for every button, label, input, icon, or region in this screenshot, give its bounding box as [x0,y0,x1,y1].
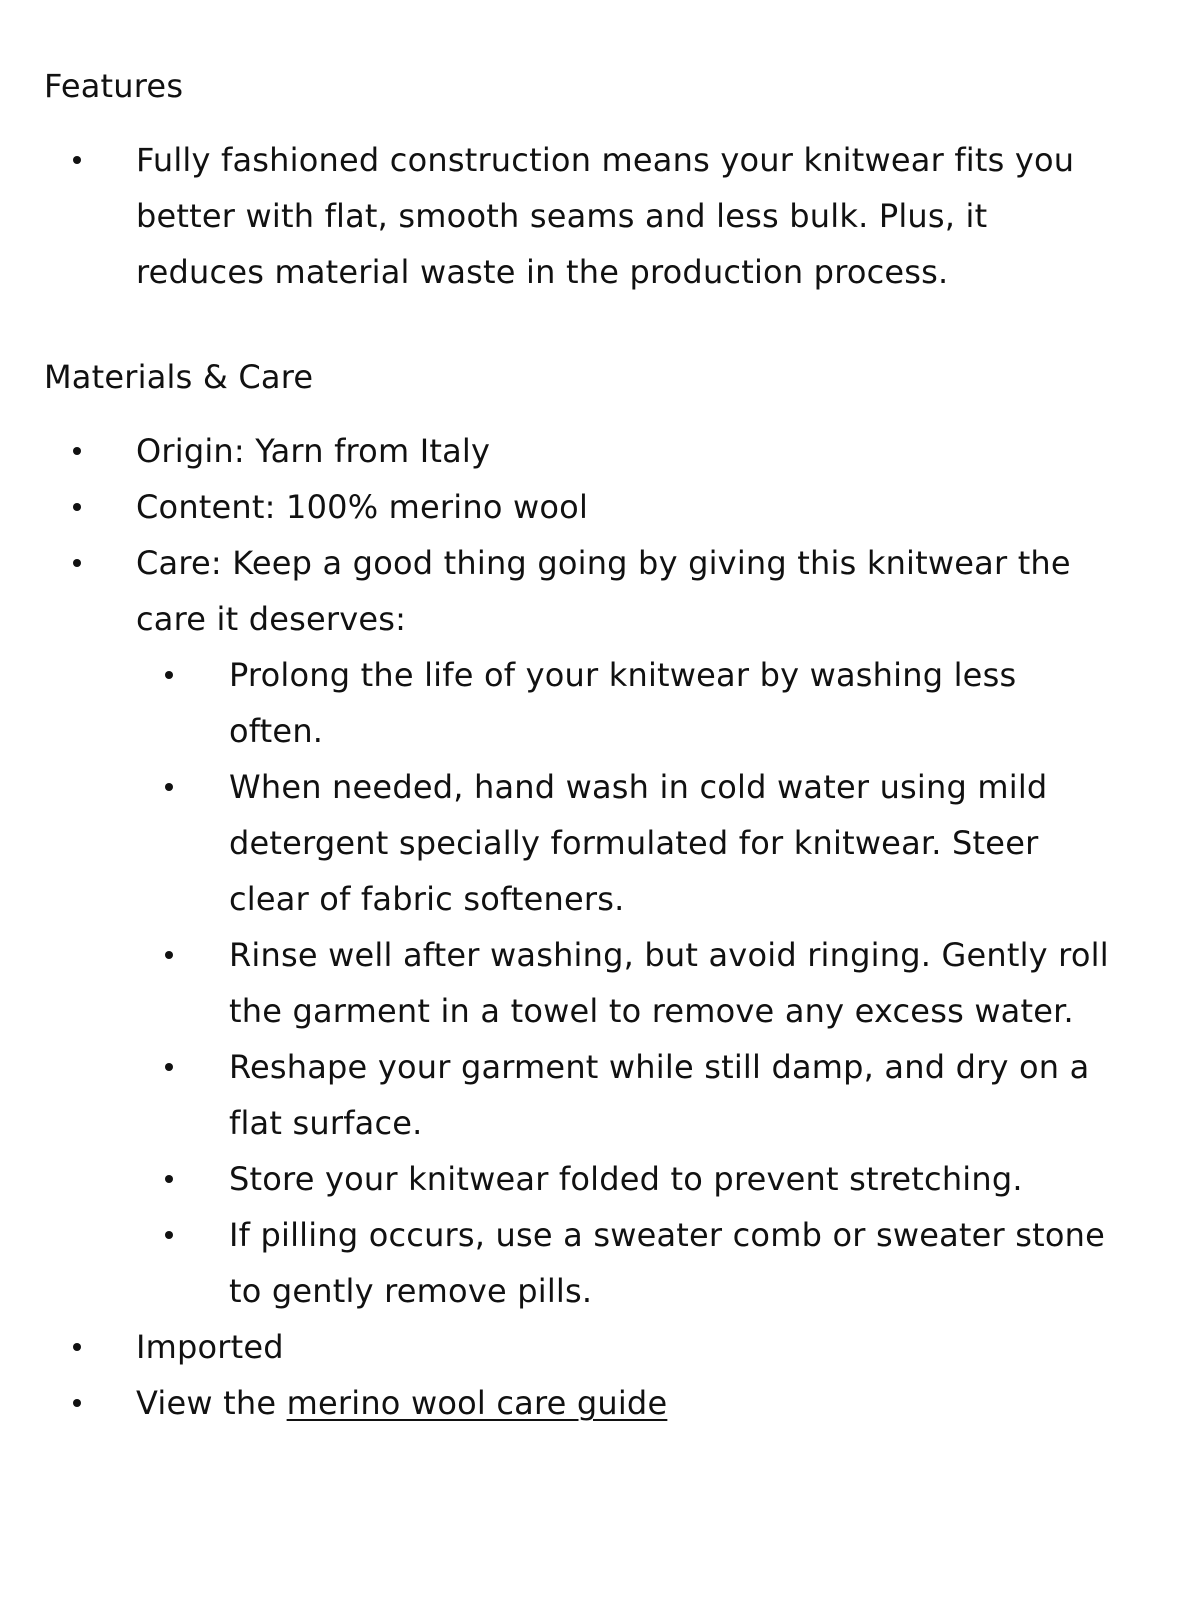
list-item [136,1039,1119,1151]
list-item [136,927,1119,1039]
origin-text: Origin: Yarn from Italy [136,432,491,470]
bullet-icon [73,503,81,511]
list-item [136,759,1119,927]
list-item [136,1207,1119,1319]
bullet-icon [73,447,81,455]
features-heading: Features [44,67,184,105]
care-intro-text: Care: Keep a good thing going by giving this knitwear the care it deserves: [136,544,1071,638]
care-item-text: If pilling occurs, use a sweater comb or sweater stone to gently remove pills. [229,1216,1106,1310]
list-item [44,1319,1119,1375]
list-item [44,1375,1119,1431]
list-item [44,479,1119,535]
care-item-text: Store your knitwear folded to prevent stretching. [229,1160,1023,1198]
care-item-text: Reshape your garment while still damp, and dry on a flat surface. [229,1048,1090,1142]
list-item [136,1151,1119,1207]
bullet-icon [73,559,81,567]
bullet-icon [165,1063,173,1071]
bullet-icon [73,1343,81,1351]
view-prefix-text: View the [136,1384,287,1422]
bullet-icon [165,1231,173,1239]
care-guide-link[interactable]: merino wool care guide [286,1384,668,1422]
imported-text: Imported [136,1328,284,1366]
content-text: Content: 100% merino wool [136,488,589,526]
features-list [44,132,1119,300]
list-item [44,535,1119,1319]
bullet-icon [165,1175,173,1183]
bullet-icon [73,1399,81,1407]
materials-care-heading: Materials & Care [44,358,314,396]
list-item [136,647,1119,759]
care-item-text: When needed, hand wash in cold water using mild detergent specially formulated for knitwear. Steer clear of fabric softeners. [229,768,1048,918]
care-item-text: Rinse well after washing, but avoid ringing. Gently roll the garment in a towel to remove any excess water. [229,936,1109,1030]
bullet-icon [165,783,173,791]
care-instructions-list [136,647,1119,1319]
feature-text: Fully fashioned construction means your knitwear fits you better with flat, smooth seams and less bulk. Plus, it reduces material waste in the production process. [136,141,1075,291]
materials-list [44,423,1119,1431]
bullet-icon [165,671,173,679]
care-item-text: Prolong the life of your knitwear by washing less often. [229,656,1017,750]
list-item [44,132,1119,300]
bullet-icon [73,156,81,164]
bullet-icon [165,951,173,959]
list-item [44,423,1119,479]
